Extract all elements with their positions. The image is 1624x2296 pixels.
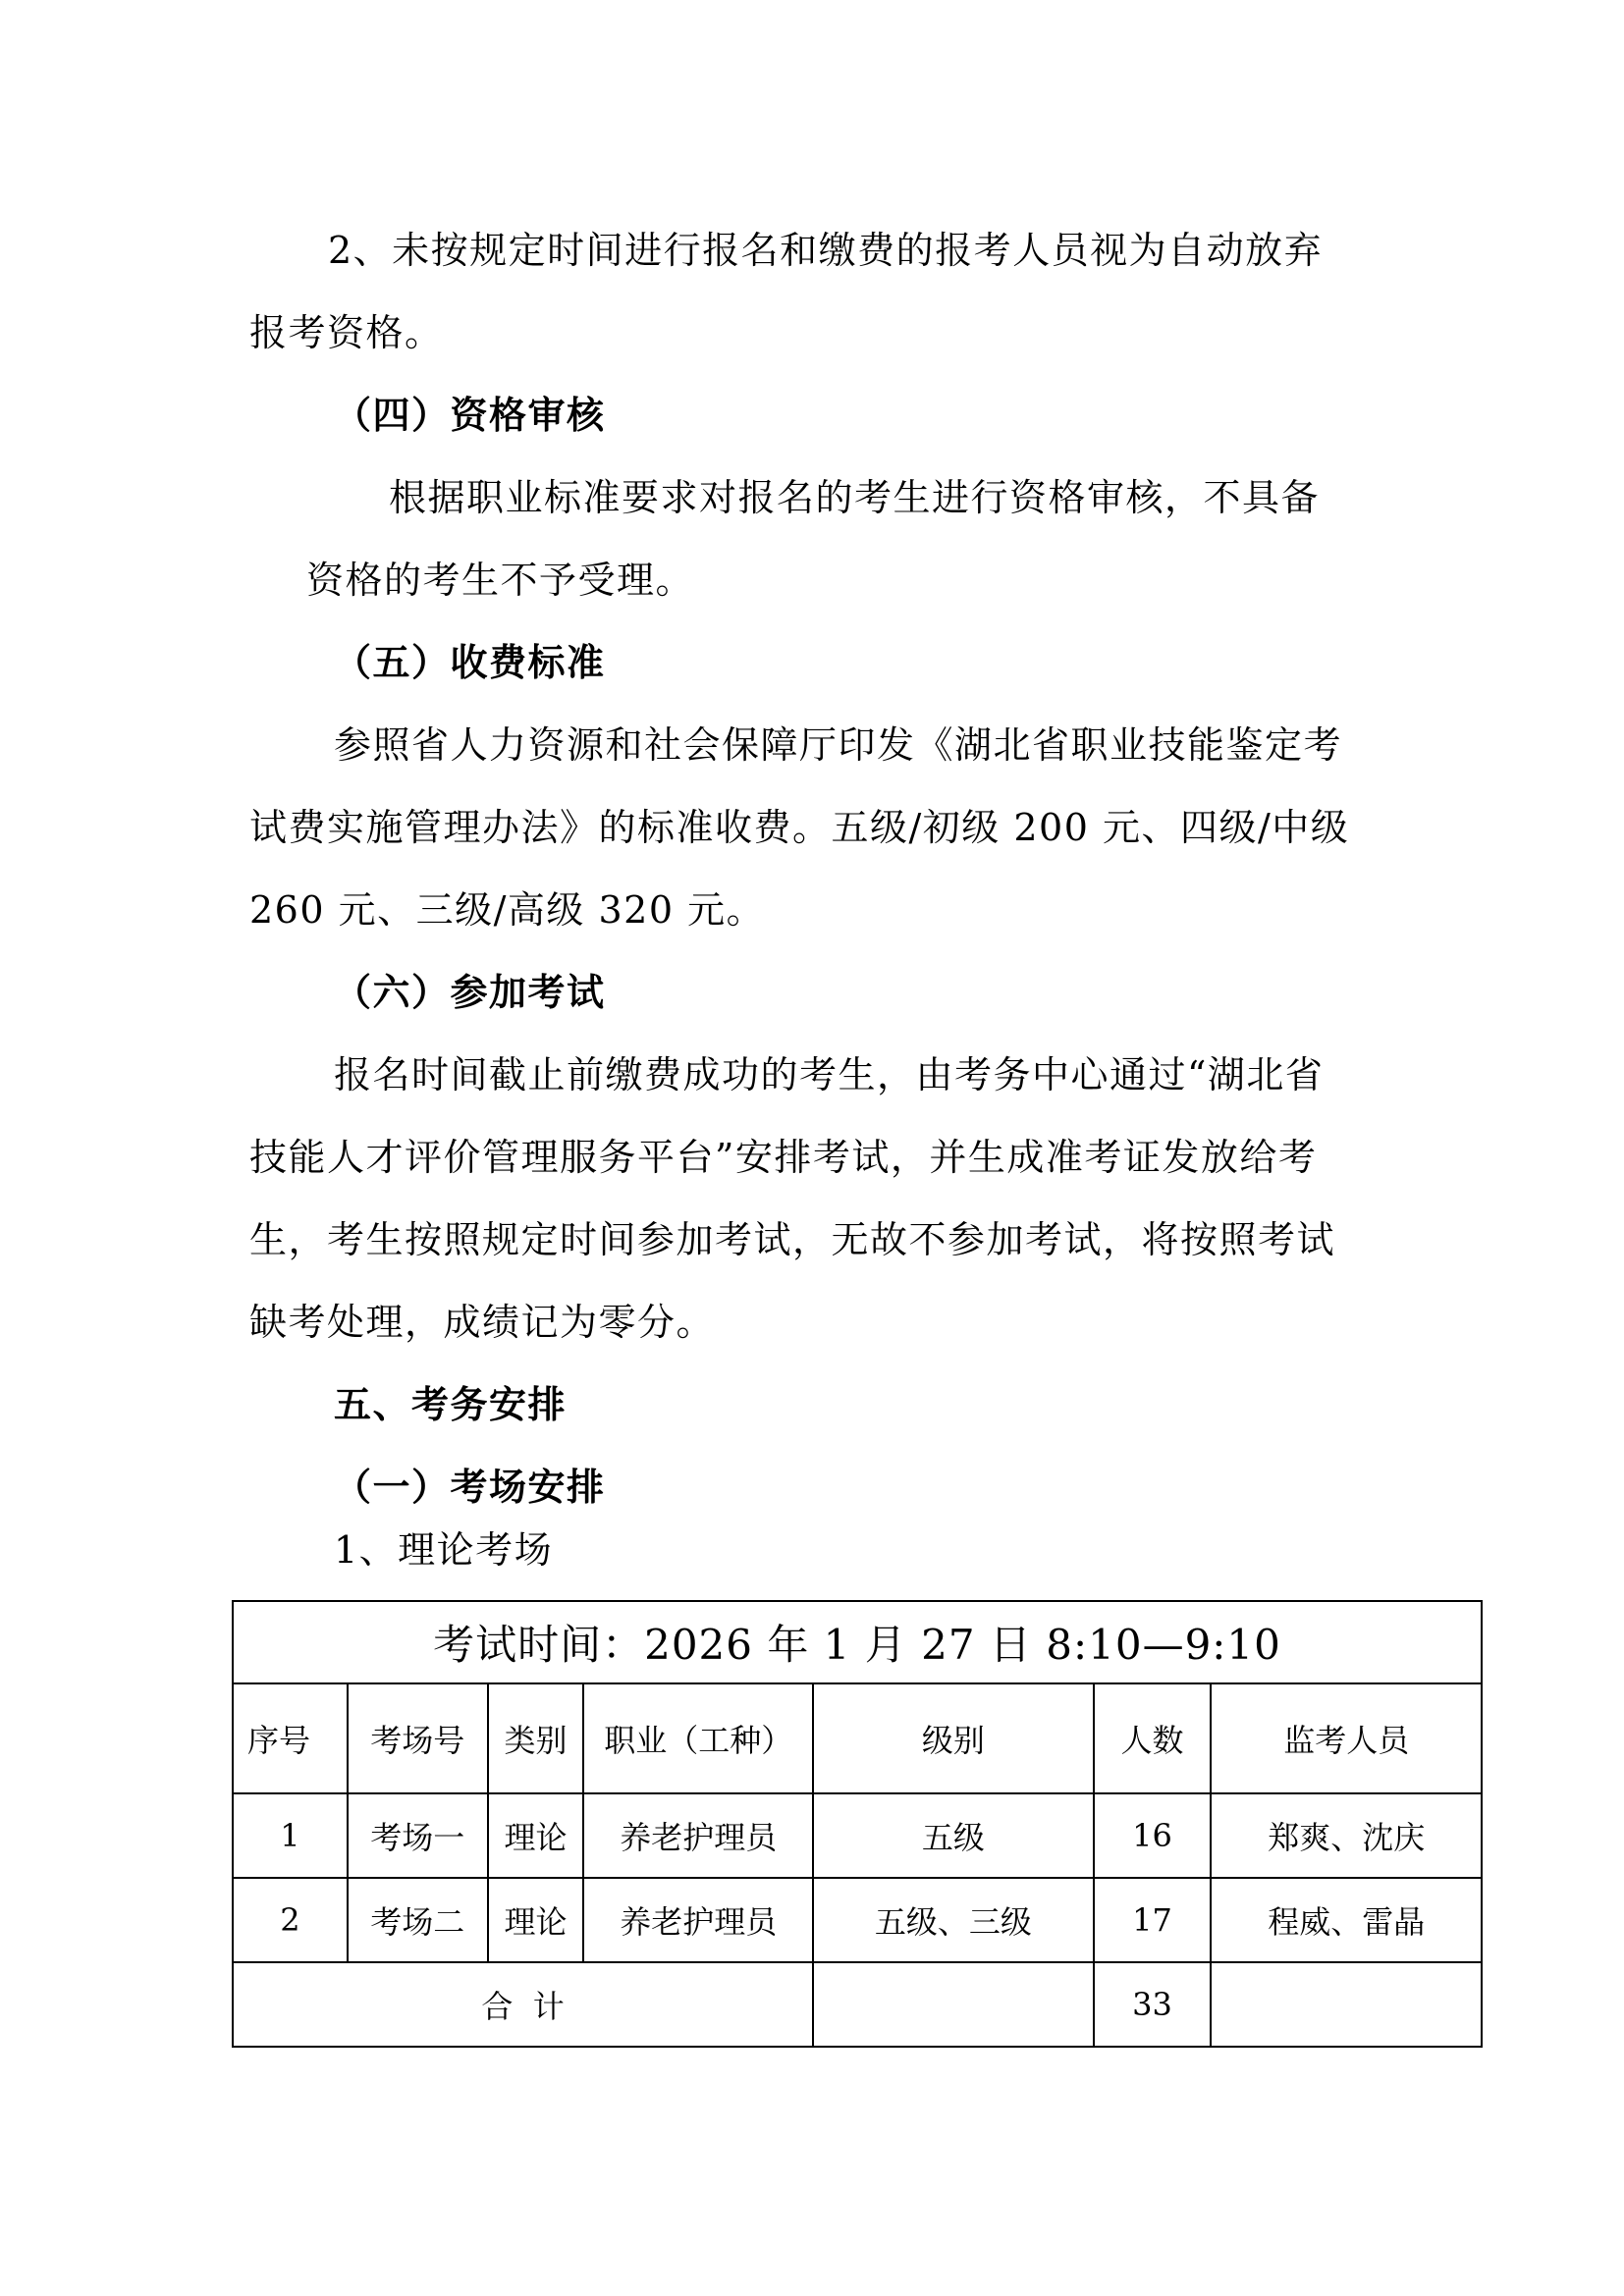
header-cell: 职业（工种） (583, 1683, 813, 1793)
table-cell: 养老护理员 (583, 1878, 813, 1962)
table-cell (813, 1962, 1094, 2047)
table-cell: 郑爽、沈庆 (1211, 1793, 1482, 1878)
header-cell: 类别 (488, 1683, 584, 1793)
total-label: 合 计 (233, 1962, 813, 2047)
table-total-row (233, 1962, 1482, 2047)
table-title: 考试时间：2026 年 1 月 27 日 8:10—9:10 (233, 1601, 1482, 1683)
section-heading: （四）资格审核 (334, 394, 606, 437)
header-cell: 序号 (233, 1683, 348, 1793)
paragraph-line: 2、未按规定时间进行报名和缴费的报考人员视为自动放弃 (328, 229, 1324, 272)
paragraph-line: 缺考处理，成绩记为零分。 (249, 1301, 716, 1344)
exam-room-table (232, 1600, 1483, 2048)
total-count: 33 (1094, 1962, 1212, 2047)
section-heading: （一）考场安排 (334, 1466, 606, 1509)
table-cell: 理论 (488, 1878, 584, 1962)
paragraph-line: 技能人才评价管理服务平台”安排考试，并生成准考证发放给考 (249, 1136, 1318, 1179)
paragraph-line: 报名时间截止前缴费成功的考生，由考务中心通过“湖北省 (334, 1053, 1325, 1096)
table-cell: 考场一 (348, 1793, 488, 1878)
table-row (233, 1878, 1482, 1962)
paragraph-line: 报考资格。 (249, 311, 444, 354)
section-heading: 五、考务安排 (334, 1383, 568, 1426)
paragraph-line: 根据职业标准要求对报名的考生进行资格审核，不具备 (389, 476, 1321, 519)
paragraph-line: 参照省人力资源和社会保障厅印发《湖北省职业技能鉴定考 (334, 723, 1343, 767)
paragraph-line: 资格的考生不予受理。 (306, 559, 695, 602)
paragraph-line: 生，考生按照规定时间参加考试，无故不参加考试，将按照考试 (249, 1218, 1336, 1261)
section-heading: （五）收费标准 (334, 641, 606, 684)
table-cell: 五级 (813, 1793, 1094, 1878)
header-cell: 人数 (1094, 1683, 1212, 1793)
table-row (233, 1793, 1482, 1878)
table-cell: 2 (233, 1878, 348, 1962)
table-cell: 17 (1094, 1878, 1212, 1962)
subsection-label: 1、理论考场 (334, 1528, 554, 1572)
paragraph-line: 260 元、三级/高级 320 元。 (249, 888, 766, 932)
paragraph-line: 试费实施管理办法》的标准收费。五级/初级 200 元、四级/中级 (249, 806, 1350, 849)
table-cell (1211, 1962, 1482, 2047)
header-cell: 监考人员 (1211, 1683, 1482, 1793)
table-cell: 16 (1094, 1793, 1212, 1878)
table-cell: 1 (233, 1793, 348, 1878)
table-cell: 考场二 (348, 1878, 488, 1962)
header-cell: 级别 (813, 1683, 1094, 1793)
table-cell: 养老护理员 (583, 1793, 813, 1878)
table-cell: 程威、雷晶 (1211, 1878, 1482, 1962)
section-heading: （六）参加考试 (334, 971, 606, 1014)
table-cell: 理论 (488, 1793, 584, 1878)
table-cell: 五级、三级 (813, 1878, 1094, 1962)
header-cell: 考场号 (348, 1683, 488, 1793)
table-header-row (233, 1683, 1482, 1793)
